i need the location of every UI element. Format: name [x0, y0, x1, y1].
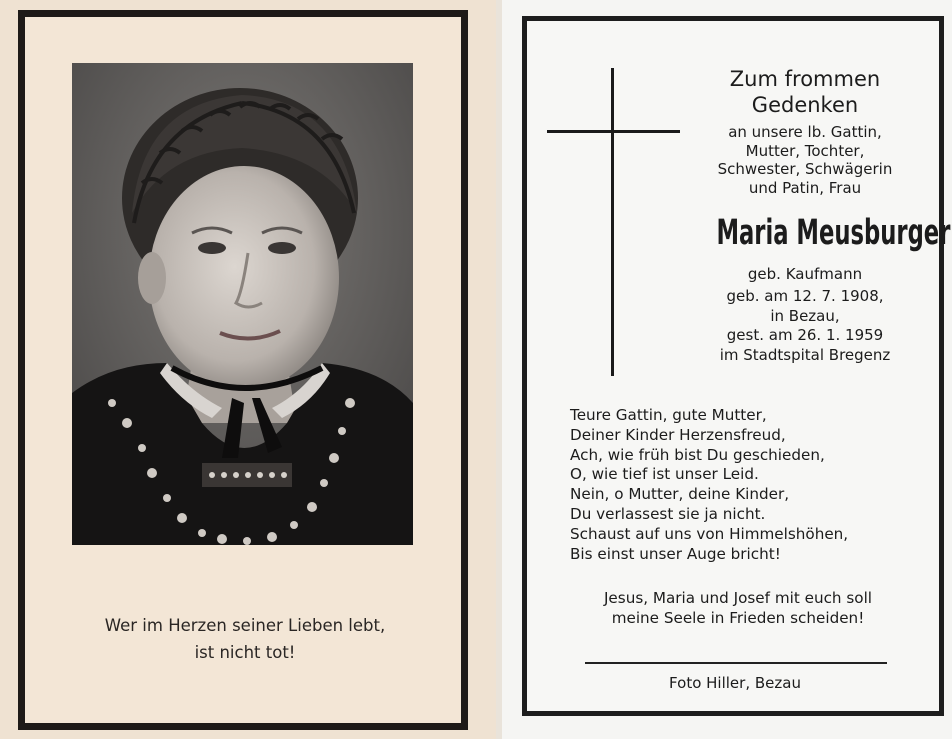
prayer-line: Jesus, Maria und Josef mit euch soll [603, 589, 873, 607]
poem-line: O, wie tief ist unser Leid. [570, 465, 759, 484]
relation-line: an unsere lb. Gattin, [728, 123, 882, 141]
poem-line: Teure Gattin, gute Mutter, [570, 406, 767, 424]
cross-horizontal-bar [547, 130, 680, 133]
prayer-line: meine Seele in Frieden scheiden! [611, 609, 865, 627]
date-line: im Stadtspital Bregenz [719, 345, 891, 364]
poem-line: Ach, wie früh bist Du geschieden, [570, 445, 825, 464]
poem-line: Deiner Kinder Herzensfreud, [570, 425, 786, 444]
relation-line: Mutter, Tochter, [745, 141, 865, 160]
portrait-photo [72, 63, 413, 545]
photo-credit: Foto Hiller, Bezau [669, 674, 801, 692]
footer-divider [585, 662, 887, 664]
prayer-text [548, 588, 928, 628]
relations-text [690, 123, 920, 197]
memorial-heading [690, 66, 920, 118]
birth-name: geb. Kaufmann [747, 265, 863, 283]
poem-line: Du verlassest sie ja nicht. [570, 504, 766, 523]
poem-line: Nein, o Mutter, deine Kinder, [570, 485, 790, 504]
life-dates [690, 287, 920, 365]
date-line: geb. am 12. 7. 1908, [726, 287, 884, 305]
relation-line: und Patin, Frau [748, 178, 862, 197]
date-line: in Bezau, [770, 306, 840, 325]
relation-line: Schwester, Schwägerin [717, 160, 893, 178]
deceased-name: Maria Meusburger [716, 213, 951, 253]
poem-line: Schaust auf uns von Himmelshöhen, [570, 524, 849, 543]
date-line: gest. am 26. 1. 1959 [726, 326, 884, 344]
poem-line: Bis einst unser Auge bricht! [570, 544, 781, 563]
heading-line: Zum frommen [729, 67, 881, 91]
portrait-image [72, 63, 413, 545]
heading-line: Gedenken [751, 93, 859, 117]
cross-vertical-bar [611, 68, 614, 376]
left-caption [26, 612, 464, 666]
caption-line: Wer im Herzen seiner Lieben lebt, [104, 616, 386, 635]
caption-line: ist nicht tot! [194, 643, 296, 662]
memorial-poem [570, 406, 848, 564]
